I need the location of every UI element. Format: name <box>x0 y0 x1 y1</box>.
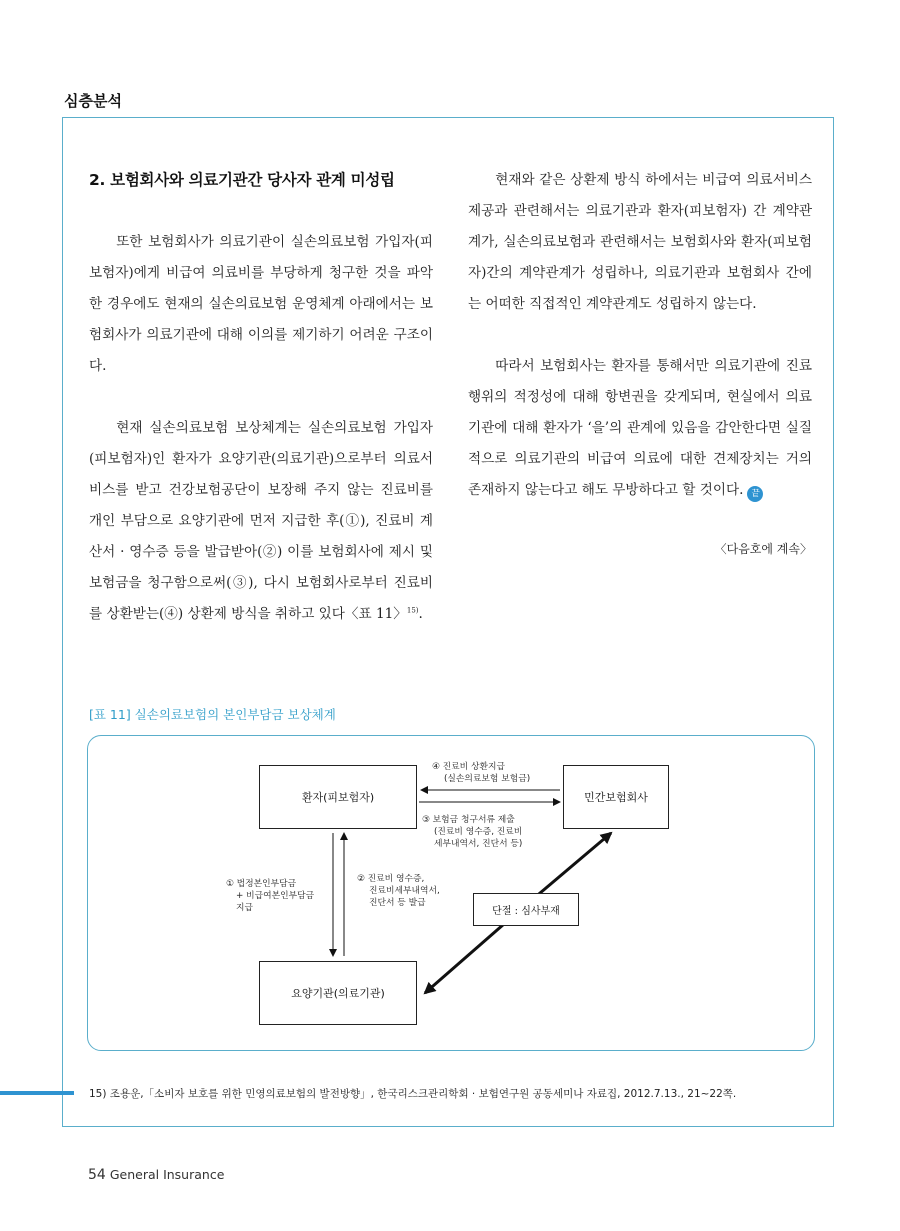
publication-name: General Insurance <box>109 1167 225 1182</box>
footnote-15: 15) 조용운,「소비자 보호를 위한 민영의료보험의 발전방향」, 한국리스크관리학회 · 보험연구원 공동세미나 자료집, 2012.7.13., 21~22쪽. <box>89 1088 737 1100</box>
label-step1: ① 법정본인부담금 + 비급여본인부담금 지급 <box>226 879 315 913</box>
end-mark-icon: 끝 <box>747 486 763 502</box>
node-hospital: 요양기관(의료기관) <box>259 961 417 1025</box>
right-paragraph-1: 현재와 같은 상환제 방식 하에서는 비급여 의료서비스 제공과 관련해서는 의료기관과 환자(피보험자) 간 계약관계가, 실손의료보험과 관련해서는 보험회사와 환자(피보험자)간의 계약관계가 성립하나, 의료기관과 보험회사 간에는 어떠한 직접적인 계약관계도 성립하지 않는다. <box>468 172 812 312</box>
section-title: 심층분석 <box>64 92 122 110</box>
label-step3: ③ 보험금 청구서류 제출 (진료비 영수증, 진료비 세부내역서, 진단서 등) <box>422 815 523 849</box>
label-step4: ④ 진료비 상환지급 (실손의료보험 보험금) <box>432 762 531 784</box>
node-insurer: 민간보험회사 <box>563 765 669 829</box>
figure-caption: [표 11] 실손의료보험의 본인부담금 보상체계 <box>89 707 336 722</box>
article-heading: 2. 보험회사와 의료기관간 당사자 관계 미성립 <box>89 171 395 189</box>
left-paragraph-2-end: . <box>418 606 423 622</box>
left-paragraph-1: 또한 보험회사가 의료기관이 실손의료보험 가입자(피보험자)에게 비급여 의료비를 부당하게 청구한 것을 파악한 경우에도 현재의 실손의료보험 운영체계 아래에서는 보험회사가 의료기관에 대해 이의를 제기하기 어려운 구조이다. <box>89 234 433 374</box>
left-paragraph-2-text: 현재 실손의료보험 보상체계는 실손의료보험 가입자(피보험자)인 환자가 요양기관(의료기관)으로부터 의료서비스를 받고 건강보험공단이 보장해 주지 않는 진료비를 개인 부담으로 요양기관에 먼저 지급한 후(①), 진료비 계산서 · 영수증 등을 발급받아(②) 이를 보험회사에 제시 및 보험금을 청구함으로써(③), 다시 보험회사로부터 진료비를 상환받는(④) 상환제 방식을 취하고 있다〈표 11〉 <box>89 420 433 622</box>
footnote-accent-bar <box>0 1091 74 1095</box>
right-paragraph-2-text: 따라서 보험회사는 환자를 통해서만 의료기관에 진료행위의 적정성에 대해 항변권을 갖게되며, 현실에서 의료기관에 대해 환자가 ‘을’의 관계에 있음을 감안한다면 실질적으로 의료기관의 비급여 의료에 대한 견제장치는 거의 존재하지 않는다고 해도 무방하다고 할 것이다. <box>468 358 812 498</box>
page-number: 54 <box>88 1167 106 1183</box>
node-disconnect: 단절 : 심사부재 <box>473 893 579 926</box>
node-patient: 환자(피보험자) <box>259 765 417 829</box>
page-footer <box>88 1167 224 1183</box>
label-step2: ② 진료비 영수증, 진료비세부내역서, 진단서 등 발급 <box>357 874 440 908</box>
footnote-ref[interactable]: 15) <box>406 606 419 615</box>
continued-note: 〈다음호에 계속〉 <box>714 542 812 556</box>
